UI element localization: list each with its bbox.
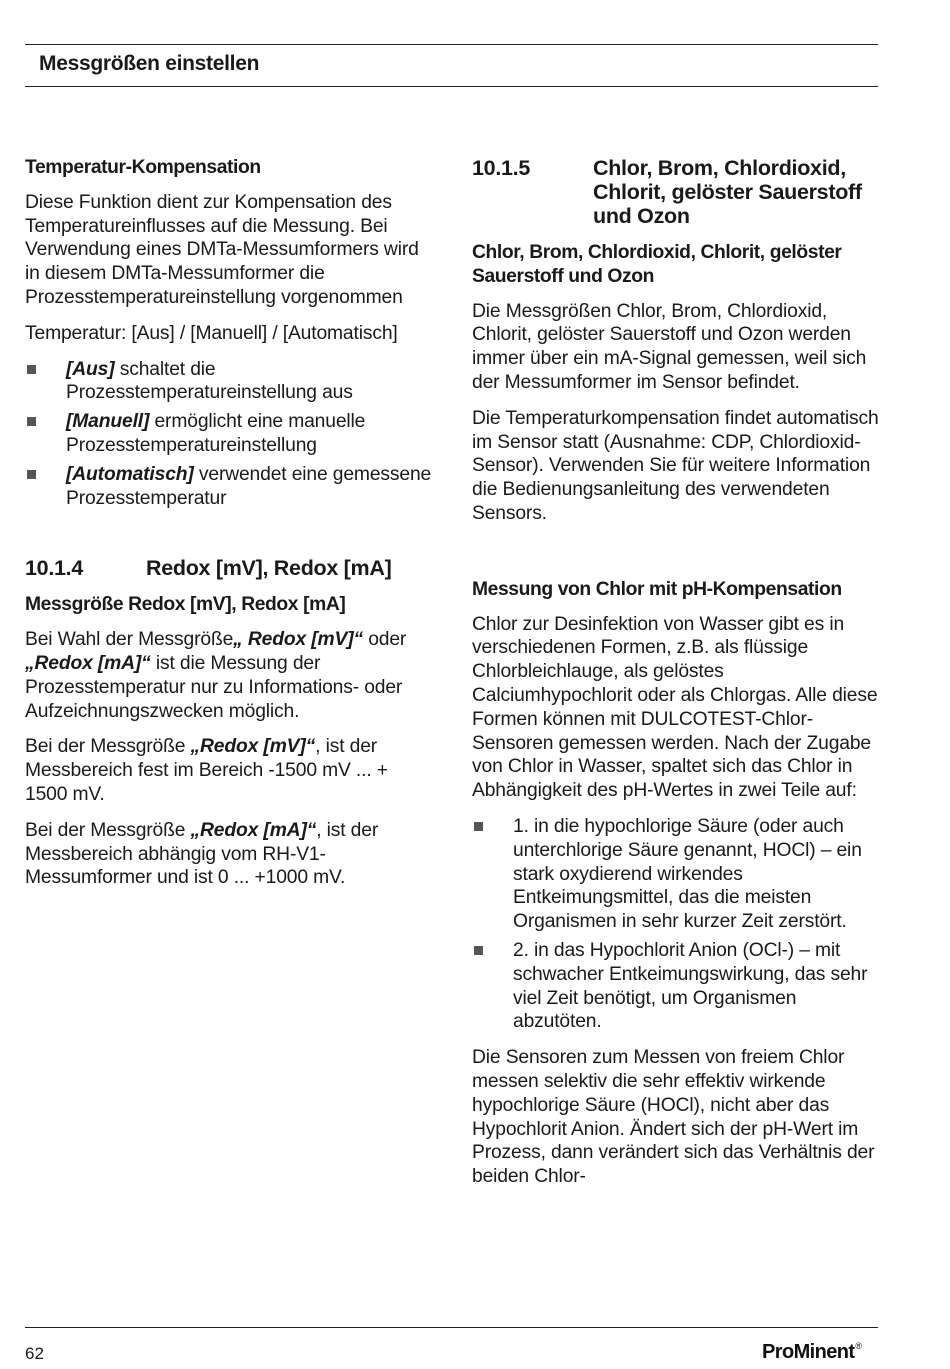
list-item: [Automatisch] verwendet eine gemessene Prozesstemperatur (25, 463, 435, 511)
redox-paragraph-3: Bei der Messgröße „Redox [mA]“, ist der Messbereich abhängig vom RH-V1-Messumformer und ist 0 ... +1000 mV. (25, 819, 379, 889)
bullet-square-icon (27, 417, 36, 426)
chlorine-paragraph-1: Die Messgrößen Chlor, Brom, Chlordioxid, Chlorit, gelöster Sauerstoff und Ozon werden immer über ein mA-Signal gemessen, weil sich der Messumformer im Sensor befindet. (472, 300, 867, 393)
chlorine-forms-list (472, 815, 882, 1034)
list-item: 2. in das Hypochlorit Anion (OCl-) – mit schwacher Entkeimungswirkung, das sehr viel Zeit benötigt, um Organismen abzutöten. (472, 939, 882, 1034)
header-rule-bottom (25, 86, 878, 87)
page-number: 62 (25, 1344, 44, 1363)
prominent-logo: ProMinent® (762, 1341, 862, 1363)
temperature-heading: Temperatur-Kompensation (25, 157, 261, 178)
ph-compensation-subheading: Messung von Chlor mit pH-Kompensation (472, 578, 842, 600)
left-column (25, 156, 435, 902)
bullet-square-icon (474, 946, 483, 955)
chlorine-subheading: Chlor, Brom, Chlordioxid, Chlorit, gelöster Sauerstoff und Ozon (472, 242, 842, 287)
section-heading-10-1-5: 10.1.5 Chlor, Brom, Chlordioxid, Chlorit, gelöster Sauerstoff und Ozon (472, 156, 862, 228)
temperature-options-list (25, 358, 435, 511)
list-item: [Aus] schaltet die Prozesstemperatureinstellung aus (25, 358, 435, 406)
page-title: Messgrößen einstellen (39, 52, 260, 75)
redox-subheading: Messgröße Redox [mV], Redox [mA] (25, 594, 346, 616)
header-rule-top (25, 44, 878, 45)
footer-rule (25, 1327, 878, 1328)
bullet-square-icon (474, 822, 483, 831)
chlorine-paragraph-2: Die Temperaturkompensation findet automatisch im Sensor statt (Ausnahme: CDP, Chlordioxid-Sensor). Verwenden Sie für weitere Information die Bedienungsanleitung des verwendeten Sensors. (472, 407, 879, 524)
redox-paragraph-2: Bei der Messgröße „Redox [mV]“, ist der Messbereich fest im Bereich -1500 mV ... + 1500 mV. (25, 736, 388, 805)
redox-paragraph-1: Bei Wahl der Messgröße„ Redox [mV]“ oder „Redox [mA]“ ist die Messung der Prozesstemperatur nur zu Informations- oder Aufzeichnungszwecken möglich. (25, 629, 407, 722)
right-column (472, 156, 882, 1201)
section-heading-10-1-4: 10.1.4 Redox [mV], Redox [mA] (25, 556, 392, 581)
temperature-paragraph-1: Diese Funktion dient zur Kompensation des Temperatureinflusses auf die Messung. Bei Verwendung eines DMTa-Messumformers wird in diesem DMTa-Messumformer die Prozesstemperatureinstellung vorgenommen (25, 191, 419, 308)
bullet-square-icon (27, 470, 36, 479)
chlorine-paragraph-4: Die Sensoren zum Messen von freiem Chlor messen selektiv die sehr effektiv wirkende hypochlorige Säure (HOCl), nicht aber das Hypochlorit Anion. Ändert sich der pH-Wert im Prozess, dann verändert sich das Verhältnis der beiden Chlor- (472, 1047, 875, 1188)
list-item: [Manuell] ermöglicht eine manuelle Prozesstemperatureinstellung (25, 410, 435, 458)
chlorine-paragraph-3: Chlor zur Desinfektion von Wasser gibt es in verschiedenen Formen, z.B. als flüssige Chlorbleichlauge, als gelöstes Calciumhypochlorit oder als Chlorgas. Alle diese Formen können mit DULCOTEST-Chlor-Sensoren gemessen werden. Nach der Zugabe von Chlor in Wasser, spaltet sich das Chlor in Abhängigkeit des pH-Wertes in zwei Teile auf: (472, 613, 878, 802)
bullet-square-icon (27, 365, 36, 374)
list-item: 1. in die hypochlorige Säure (oder auch unterchlorige Säure genannt, HOCl) – ein stark oxydierend wirkendes Entkeimungsmittel, das die meisten Organismen in sehr kurzer Zeit zerstört. (472, 815, 882, 934)
temperature-paragraph-2: Temperatur: [Aus] / [Manuell] / [Automatisch] (25, 322, 398, 344)
